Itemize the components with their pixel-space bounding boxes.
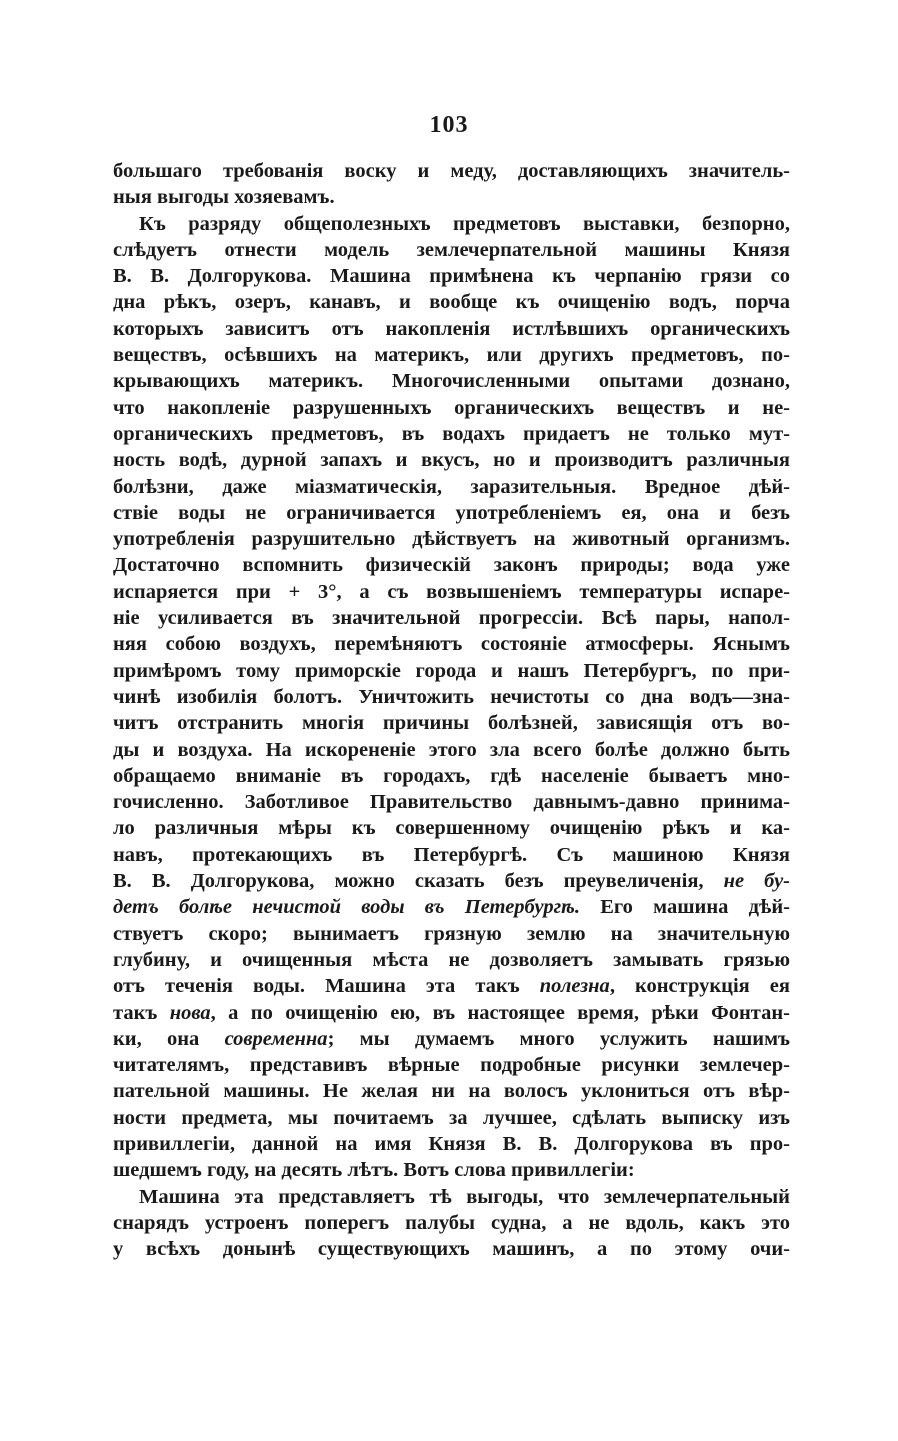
text-line: [113, 447, 790, 473]
text-segment: слѣдуетъ отнести модель землечерпательной машины Князя: [113, 238, 790, 261]
text-segment: у всѣхъ донынѣ существующихъ машинъ, а по этому очи-: [113, 1238, 790, 1261]
italic-text: современна: [224, 1027, 328, 1050]
text-segment: читателямъ, представивъ вѣрные подробные рисунки землечер-: [113, 1054, 790, 1077]
text-line: [113, 579, 790, 605]
text-segment: няя собою воздухъ, перемѣняютъ состояніе атмосферы. Яснымъ: [113, 633, 790, 656]
text-segment: обращаемо вниманіе въ городахъ, гдѣ населеніе бываетъ мно-: [113, 764, 790, 787]
text-segment: болѣзни, даже міазматическія, заразительныя. Вредное дѣй-: [113, 475, 790, 498]
text-line: [113, 368, 790, 394]
text-line: [113, 1210, 790, 1236]
text-segment: гочисленно. Заботливое Правительство давнымъ-давно принима-: [113, 791, 790, 814]
text-segment: ло различныя мѣры къ совершенному очищенію рѣкъ и ка-: [113, 817, 790, 840]
text-line: [113, 289, 790, 315]
text-line: [113, 237, 790, 263]
text-line: [113, 631, 790, 657]
text-segment: , а по очищенію ею, въ настоящее время, рѣки Фонтан-: [210, 1001, 790, 1024]
text-line: [113, 526, 790, 552]
text-line: [113, 789, 790, 815]
text-line: [113, 158, 790, 184]
text-segment: глубину, и очищенныя мѣста не дозволяетъ замывать грязью: [113, 948, 790, 971]
text-segment: привиллегіи, данной на имя Князя В. В. Долгорукова въ про-: [113, 1132, 790, 1155]
text-line: [113, 263, 790, 289]
text-segment: чинѣ изобилія болотъ. Уничтожить нечистоты со дна водъ—зна-: [113, 685, 790, 708]
text-segment: ки, она: [113, 1027, 225, 1050]
text-segment: шедшемъ году, на десять лѣтъ. Вотъ слова привиллегіи:: [113, 1159, 635, 1182]
text-segment: , конструкція ея: [609, 975, 790, 998]
text-segment: ность водѣ, дурной запахъ и вкусъ, но и производитъ различныя: [113, 449, 790, 472]
italic-text: не бу-: [723, 870, 790, 893]
text-line: [113, 921, 790, 947]
text-line: [113, 1078, 790, 1104]
text-line: [113, 1052, 790, 1078]
text-segment: ствіе воды не ограничивается употребленіемъ ея, она и безъ: [113, 501, 790, 524]
text-segment: крывающихъ материкъ. Многочисленными опытами дознано,: [113, 370, 790, 393]
text-line: [113, 1105, 790, 1131]
italic-text: детъ болѣе нечистой воды въ Петербургѣ.: [113, 896, 580, 919]
text-segment: Машина эта представляетъ тѣ выгоды, что землечерпательный: [139, 1185, 790, 1208]
text-segment: читъ отстранить многія причины болѣзней, зависящія отъ во-: [113, 712, 790, 735]
text-line: [113, 868, 790, 894]
text-segment: Его машина дѣй-: [579, 896, 790, 919]
page-number: 103: [429, 112, 469, 138]
text-line: [113, 1157, 790, 1183]
text-line: [113, 421, 790, 447]
text-line: [113, 184, 790, 210]
text-line: [113, 1236, 790, 1262]
text-line: [113, 1026, 790, 1052]
body-text: [113, 158, 790, 1262]
text-segment: которыхъ зависитъ отъ накопленія истлѣвшихъ органическихъ: [113, 317, 790, 340]
text-segment: что накопленіе разрушенныхъ органическихъ веществъ и не-: [113, 396, 790, 419]
text-line: [113, 500, 790, 526]
text-segment: отъ теченія воды. Машина эта такъ: [113, 975, 540, 998]
text-line: [113, 815, 790, 841]
text-line: [113, 763, 790, 789]
text-segment: В. В. Долгорукова, можно сказать безъ преувеличенія,: [113, 870, 724, 893]
text-segment: навъ, протекающихъ въ Петербургѣ. Съ машиною Князя: [113, 843, 790, 866]
text-segment: испаряется при + 3°, а съ возвышеніемъ температуры испаре-: [113, 580, 790, 603]
text-line: [113, 211, 790, 237]
text-line: [113, 710, 790, 736]
text-line: [113, 605, 790, 631]
text-line: [113, 894, 790, 920]
text-segment: ности предмета, мы почитаемъ за лучшее, сдѣлать выписку изъ: [113, 1106, 790, 1129]
text-line: [113, 1000, 790, 1026]
text-line: [113, 474, 790, 500]
text-line: [113, 737, 790, 763]
text-segment: ныя выгоды хозяевамъ.: [113, 186, 335, 209]
text-segment: ды и воздуха. На искорененіе этого зла всего болѣе должно быть: [113, 738, 790, 761]
text-segment: органическихъ предметовъ, въ водахъ придаетъ не только мут-: [113, 422, 790, 445]
text-segment: ; мы думаемъ много услужить нашимъ: [327, 1027, 790, 1050]
text-segment: примѣромъ тому приморскіе города и нашъ Петербургъ, по при-: [113, 659, 790, 682]
text-segment: веществъ, осѣвшихъ на материкъ, или другихъ предметовъ, по-: [113, 344, 790, 367]
text-segment: дна рѣкъ, озеръ, канавъ, и вообще къ очищенію водъ, порча: [113, 291, 790, 314]
text-line: [113, 947, 790, 973]
text-segment: большаго требованія воску и меду, доставляющихъ значитель-: [113, 160, 790, 182]
text-segment: снарядъ устроенъ поперегъ палубы судна, а не вдоль, какъ это: [113, 1211, 790, 1234]
text-segment: пательной машины. Не желая ни на волосъ уклониться отъ вѣр-: [113, 1080, 790, 1103]
text-line: [113, 1131, 790, 1157]
text-line: [113, 658, 790, 684]
text-segment: Къ разряду общеполезныхъ предметовъ выставки, безпорно,: [139, 212, 790, 235]
text-segment: В. В. Долгорукова. Машина примѣнена къ черпанію грязи со: [113, 265, 790, 288]
text-segment: Достаточно вспомнить физическій законъ природы; вода уже: [113, 554, 790, 577]
text-segment: употребленія разрушительно дѣйствуетъ на животный организмъ.: [113, 528, 790, 551]
text-line: [113, 973, 790, 999]
text-segment: ніе усиливается въ значительной прогрессіи. Всѣ пары, напол-: [113, 607, 790, 630]
text-segment: ствуетъ скоро; вынимаетъ грязную землю на значительную: [113, 922, 790, 945]
text-line: [113, 552, 790, 578]
text-line: [113, 842, 790, 868]
text-line: [113, 316, 790, 342]
text-line: [113, 1184, 790, 1210]
text-line: [113, 395, 790, 421]
text-line: [113, 684, 790, 710]
italic-text: полезна: [539, 975, 610, 998]
text-line: [113, 342, 790, 368]
text-segment: такъ: [113, 1001, 170, 1024]
italic-text: нова: [169, 1001, 211, 1024]
